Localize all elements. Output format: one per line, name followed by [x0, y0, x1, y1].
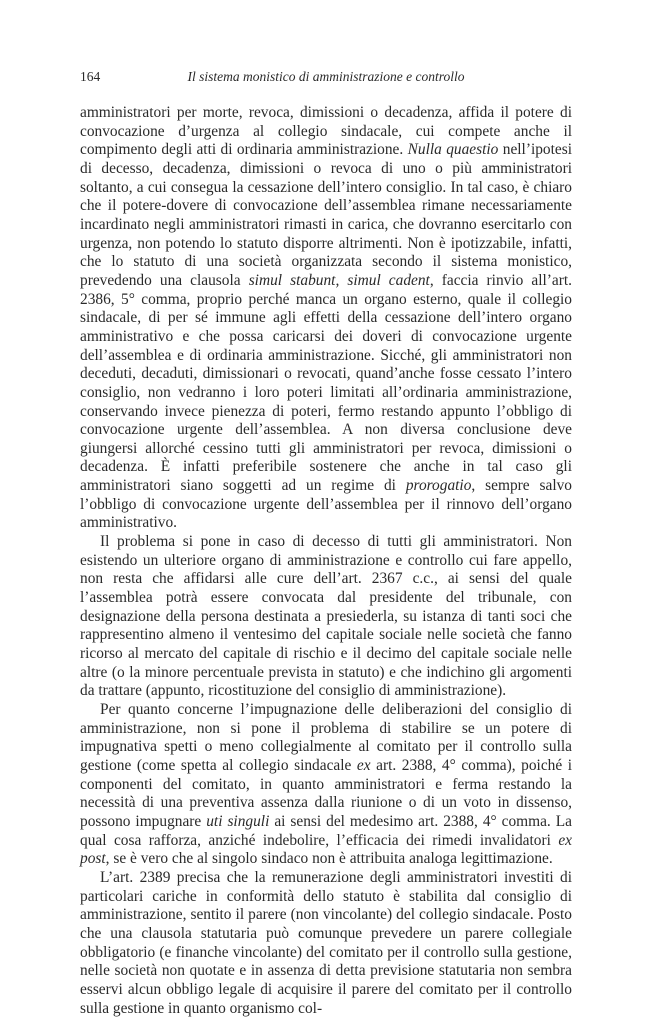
page-number: 164: [80, 69, 101, 84]
italic-phrase: ex post: [80, 831, 572, 868]
text-run: ai sensi del medesimo art. 2388, 4° comma. La qual cosa rafforza, anziché indebolire, l’efficacia dei rimedi invalidatori: [80, 812, 572, 849]
text-run: art. 2388, 4° comma), poiché i componenti del comitato, in quanto amministratori e ferma restando la necessità di una preventiva assenza dalla riunione o di un voto in dissenso, possono impugnare: [80, 756, 572, 830]
running-title: Il sistema monistico di amministrazione e controllo: [187, 69, 465, 84]
text-run: , se è vero che al singolo sindaco non è attribuita analoga legittimazione.: [105, 850, 553, 868]
text-run: L’art. 2389 precisa che la remunerazione degli amministratori investiti di particolari cariche in conformità dello statuto è stabilita dal consiglio di amministrazione, sentito il parere (non vincolante) del collegio sindacale. Posto che una clausola statutaria può comunque prevedere un parere collegiale obbligatorio (e finanche vincolante) del comitato per il controllo sulla gestione, nelle società non quotate e in assenza di detta previsione statutaria non sembra esservi alcun obbligo legale di acquisire il parere del comitato per il controllo sulla gestione in quanto organismo col-: [80, 868, 572, 1017]
italic-phrase: uti singuli: [206, 812, 270, 830]
text-run: nell’ipotesi di decesso, decadenza, dimissioni o revoca di uno o più amministratori soltanto, a cui consegua la cessazione dell’intero consiglio. In tal caso, è chiaro che il potere-dovere di convocazione dell’assemblea rimane necessariamente incardinato negli amministratori rimasti in carica, che dovranno esercitarlo con urgenza, non potendo lo statuto disporre altrimenti. Non è ipotizzabile, infatti, che lo statuto di una società organizzata secondo il sistema monistico, prevedendo una clausola: [80, 141, 572, 289]
italic-phrase: prorogatio: [405, 477, 472, 495]
paragraph: [80, 104, 572, 533]
text-run: , faccia rinvio all’art. 2386, 5° comma, proprio perché manca un organo esterno, quale il collegio sindacale, di per sé immune agli effetti della cessazione dell’intero organo amministrativo e che possa caricarsi dei doveri di convocazione urgente dell’assemblea e di ordinaria amministrazione. Sicché, gli amministratori non deceduti, decaduti, dimissionari o revocati, quand’anche fosse cessato l’intero consiglio, non vedranno i loro poteri limitati all’ordinaria amministrazione, conservando invece pienezza di poteri, fermo restando appunto l’obbligo di convocazione urgente dell’assemblea. A non diversa conclusione deve giungersi allorché cessino tutti gli amministratori per revoca, dimissioni o decadenza. È infatti preferibile sostenere che anche in tal caso gli amministratori siano soggetti ad un regime di: [80, 271, 572, 495]
italic-phrase: ex: [356, 756, 371, 774]
body-text: [80, 104, 572, 1018]
text-run: Il problema si pone in caso di decesso di tutti gli amministratori. Non esistendo un ulteriore organo di amministrazione e controllo cui fare appello, non resta che affidarsi alle cure dell’art. 2367 c.c., ai sensi del quale l’assemblea potrà essere convocata dal presidente del tribunale, con designazione della persona destinata a presiederla, su istanza di tanti soci che rappresentino almeno il ventesimo del capitale sociale nelle società che fanno ricorso al mercato del capitale di rischio e il decimo del capitale sociale nelle altre (o la minore percentuale prevista in statuto) e che indichino gli argomenti da trattare (appunto, ricostituzione del consiglio di amministrazione).: [80, 533, 572, 700]
paragraph: [80, 701, 572, 869]
text-run: , sempre salvo l’obbligo di convocazione urgente dell’assemblea per il rinnovo dell’organo amministrativo.: [80, 477, 572, 532]
text-run: amministratori per morte, revoca, dimissioni o decadenza, affida il potere di convocazione d’urgenza al collegio sindacale, cui compete anche il compimento degli atti di ordinaria amministrazione.: [80, 104, 572, 159]
italic-phrase: simul stabunt, simul cadent: [248, 271, 430, 289]
page-header: [80, 58, 572, 88]
paragraph: [80, 533, 572, 701]
italic-phrase: Nulla quaestio: [407, 141, 499, 159]
paragraph: [80, 869, 572, 1018]
text-run: Per quanto concerne l’impugnazione delle deliberazioni del consiglio di amministrazione, non si pone il problema di stabilire se un potere di impugnativa spetti o meno collegialmente al comitato per il controllo sulla gestione (come spetta al collegio sindacale: [80, 701, 572, 774]
